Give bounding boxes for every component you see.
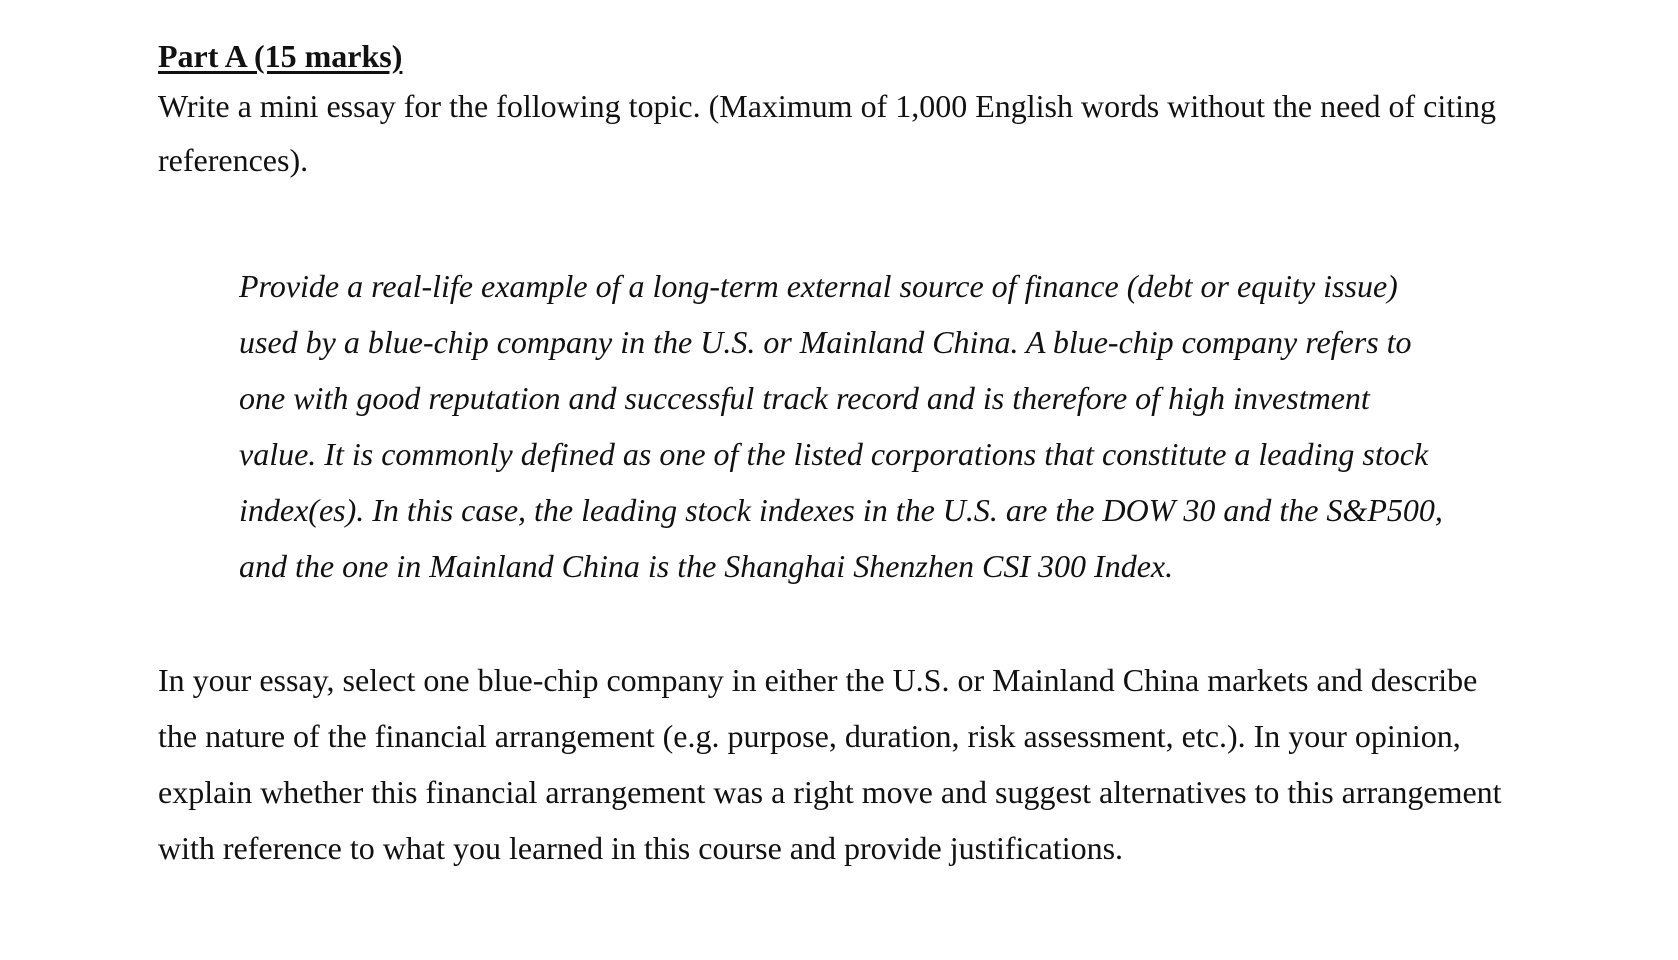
task-line: with reference to what you learned in this course and provide justifications. [158,830,1124,866]
section-heading: Part A (15 marks) [158,38,403,74]
topic-line: one with good reputation and successful track record and is therefore of high investment [239,380,1370,416]
instruction-line: references). [158,142,309,178]
topic-line: used by a blue-chip company in the U.S. or Mainland China. A blue-chip company refers to [239,324,1412,360]
task-line: the nature of the financial arrangement (e.g. purpose, duration, risk assessment, etc.). In your opinion, [158,718,1461,754]
topic-line: Provide a real-life example of a long-term external source of finance (debt or equity issue) [239,268,1398,304]
task-line: explain whether this financial arrangement was a right move and suggest alternatives to this arrangement [158,774,1502,810]
topic-line: value. It is commonly defined as one of the listed corporations that constitute a leading stock [239,436,1429,472]
instruction-line: Write a mini essay for the following topic. (Maximum of 1,000 English words without the need of citing [158,88,1497,124]
task-line: In your essay, select one blue-chip company in either the U.S. or Mainland China markets and describe [158,662,1478,698]
topic-line: and the one in Mainland China is the Shanghai Shenzhen CSI 300 Index. [239,548,1174,584]
topic-line: index(es). In this case, the leading stock indexes in the U.S. are the DOW 30 and the S&P500, [239,492,1443,528]
